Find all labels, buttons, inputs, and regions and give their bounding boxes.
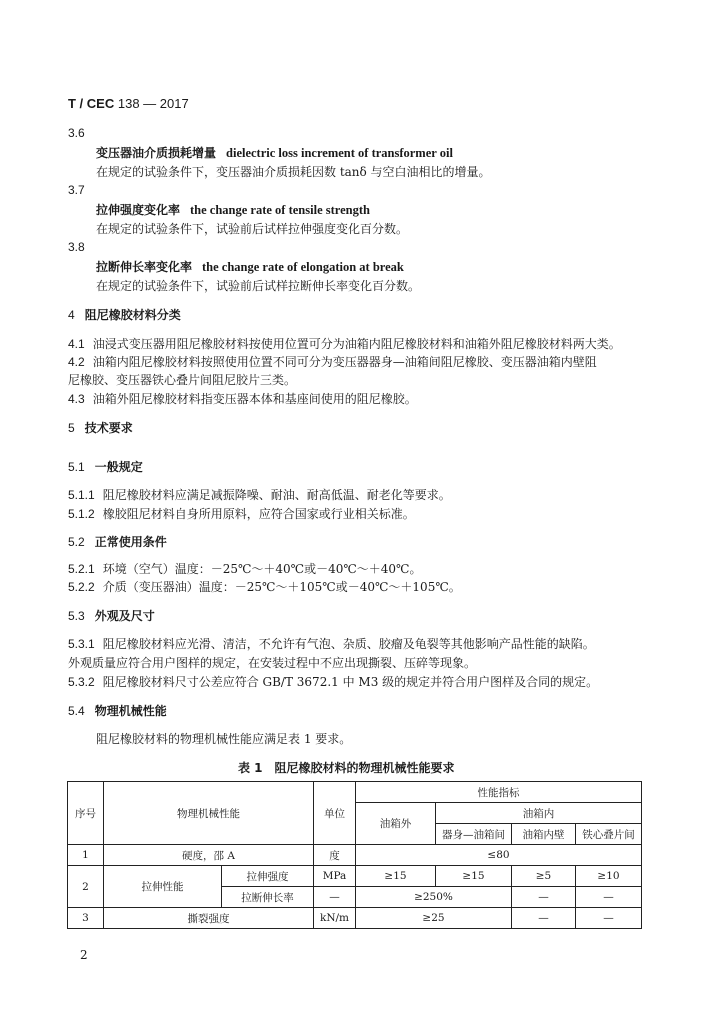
document-header [68,96,189,111]
term-en: dielectric loss increment of transformer oil [226,146,453,160]
cell-value: — [576,887,642,908]
cell-property: 拉伸强度 [222,866,314,887]
term-cn: 变压器油介质损耗增量 [96,146,217,160]
paragraph [68,560,421,577]
term-en: the change rate of elongation at break [202,260,404,274]
header-index: 性能指标 [356,782,642,803]
term-definition: 在规定的试验条件下，变压器油介质损耗因数 tanδ 与空白油相比的增量。 [96,165,491,179]
subsection-title: 正常使用条件 [94,535,167,549]
cell-seq: 1 [68,845,104,866]
term-title [96,258,404,275]
subsection-heading [68,458,143,475]
paragraph [68,635,595,652]
standard-prefix: T / CEC [68,96,115,111]
clause-text: 油浸式变压器用阻尼橡胶材料按使用位置可分为油箱内阻尼橡胶材料和油箱外阻尼橡胶材料两大类。 [92,337,621,351]
subsection-heading [68,533,167,550]
paragraph-continued: 外观质量应符合用户图样的规定，在安装过程中不应出现撕裂、压碎等现象。 [68,656,477,670]
clause-number: 5.2.1 [68,562,95,576]
cell-value: — [512,887,576,908]
cell-seq: 3 [68,908,104,929]
term-title [96,201,370,218]
table-caption: 表 1 阻尼橡胶材料的物理机械性能要求 [238,761,455,775]
table-row [68,845,642,866]
section-title: 技术要求 [84,421,133,435]
paragraph [68,578,461,595]
section-title: 阻尼橡胶材料分类 [84,308,181,322]
table-row [68,866,642,887]
cell-value: ≥10 [576,866,642,887]
clause-number: 4.3 [68,392,85,406]
clause-number: 4.2 [68,355,85,369]
clause-text: 阻尼橡胶材料应光滑、清洁，不允许有气泡、杂质、胶瘤及龟裂等其他影响产品性能的缺陷。 [102,637,595,651]
term-number: 3.8 [68,240,85,254]
term-cn: 拉伸强度变化率 [96,203,181,217]
cell-unit: MPa [314,866,356,887]
clause-text: 油箱外阻尼橡胶材料指变压器本体和基座间使用的阻尼橡胶。 [92,392,417,406]
cell-property: 硬度，邵 A [104,845,314,866]
clause-text: 环境（空气）温度：－25℃～＋40℃或－40℃～＋40℃。 [102,562,422,576]
paragraph [68,353,597,370]
cell-seq: 2 [68,866,104,908]
header-body-tank: 器身—油箱间 [436,824,512,845]
paragraph-continued: 尼橡胶、变压器铁心叠片间阻尼胶片三类。 [68,373,297,387]
header-tank-wall: 油箱内壁 [512,824,576,845]
cell-value: ≥15 [356,866,436,887]
cell-unit: — [314,887,356,908]
header-outside: 油箱外 [356,803,436,845]
page-number: 2 [80,948,88,962]
clause-number: 4.1 [68,337,85,351]
header-unit: 单位 [314,782,356,845]
paragraph [68,390,417,407]
term-en: the change rate of tensile strength [190,203,370,217]
header-inside: 油箱内 [436,803,642,824]
section-heading [68,306,181,323]
clause-text: 阻尼橡胶材料应满足减振降噪、耐油、耐高低温、耐老化等要求。 [102,488,451,502]
clause-number: 5.1.1 [68,488,95,502]
clause-number: 5.3.1 [68,637,95,651]
cell-value: ≥250% [356,887,512,908]
subsection-heading [68,702,167,719]
cell-value: — [512,908,576,929]
header-property: 物理机械性能 [104,782,314,845]
subsection-title: 外观及尺寸 [94,609,155,623]
cell-value: ≥5 [512,866,576,887]
paragraph [68,505,415,522]
subsection-number: 5.1 [68,460,85,474]
section-number: 4 [68,308,75,322]
subsection-heading [68,607,155,624]
cell-property: 撕裂强度 [104,908,314,929]
paragraph [68,486,451,503]
header-seq: 序号 [68,782,104,845]
paragraph [68,335,621,352]
standard-number: 138 — 2017 [117,96,189,111]
cell-value: ≥25 [356,908,512,929]
cell-value: — [576,908,642,929]
cell-unit: 度 [314,845,356,866]
paragraph: 阻尼橡胶材料的物理机械性能应满足表 1 要求。 [96,732,352,746]
term-number: 3.7 [68,183,85,197]
clause-number: 5.1.2 [68,507,95,521]
cell-property: 拉断伸长率 [222,887,314,908]
clause-text: 介质（变压器油）温度：－25℃～＋105℃或－40℃～＋105℃。 [102,580,461,594]
section-heading [68,419,133,436]
term-number: 3.6 [68,126,85,140]
subsection-number: 5.3 [68,609,85,623]
term-definition: 在规定的试验条件下，试验前后试样拉伸强度变化百分数。 [96,222,409,236]
clause-number: 5.3.2 [68,675,95,689]
cell-unit: kN/m [314,908,356,929]
properties-table [67,781,642,929]
cell-group: 拉伸性能 [104,866,222,908]
table-row [68,908,642,929]
clause-text: 阻尼橡胶材料尺寸公差应符合 GB/T 3672.1 中 M3 级的规定并符合用户图样及合同的规定。 [102,675,599,689]
clause-text: 油箱内阻尼橡胶材料按照使用位置不同可分为变压器器身—油箱间阻尼橡胶、变压器油箱内壁阻 [92,355,597,369]
subsection-number: 5.2 [68,535,85,549]
section-number: 5 [68,421,75,435]
subsection-title: 物理机械性能 [94,704,167,718]
subsection-title: 一般规定 [94,460,143,474]
paragraph [68,673,598,690]
header-core: 铁心叠片间 [576,824,642,845]
term-definition: 在规定的试验条件下，试验前后试样拉断伸长率变化百分数。 [96,279,421,293]
cell-value: ≤80 [356,845,642,866]
clause-text: 橡胶阻尼材料自身所用原料，应符合国家或行业相关标准。 [102,507,415,521]
cell-value: ≥15 [436,866,512,887]
term-title [96,144,453,161]
term-cn: 拉断伸长率变化率 [96,260,193,274]
clause-number: 5.2.2 [68,580,95,594]
subsection-number: 5.4 [68,704,85,718]
